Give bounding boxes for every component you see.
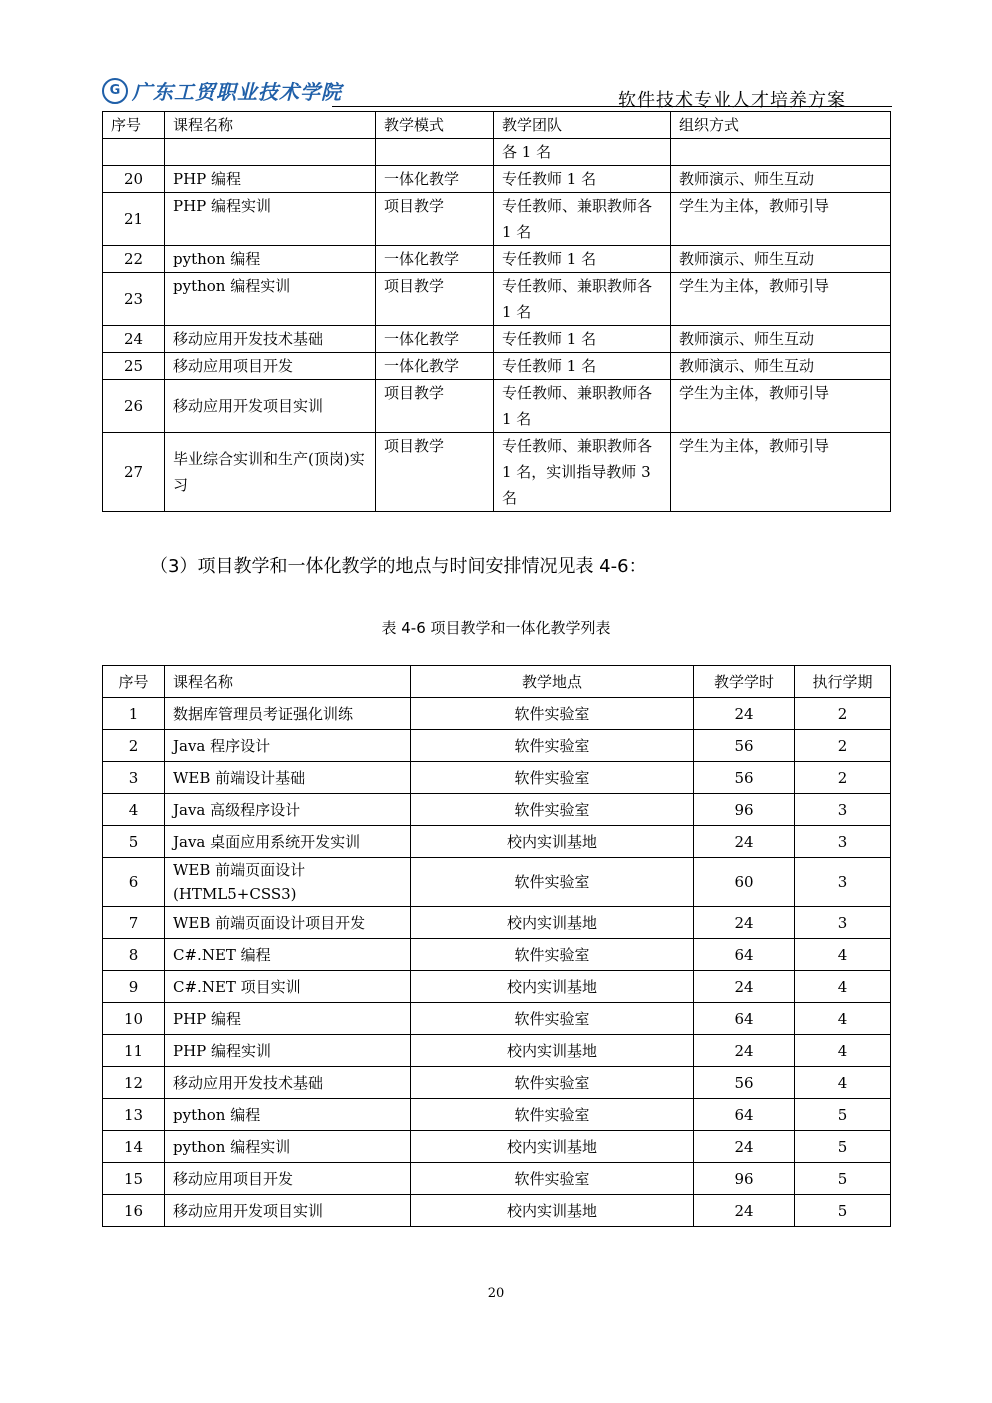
course-name: python 编程实训	[165, 273, 376, 326]
course-name: WEB 前端页面设计项目开发	[165, 907, 411, 939]
table-row	[103, 858, 891, 907]
table-row	[103, 380, 891, 433]
header-cell: 组织方式	[671, 112, 891, 139]
row-number: 11	[103, 1035, 165, 1067]
row-number: 26	[103, 380, 165, 433]
term: 4	[795, 939, 891, 971]
teaching-hours: 64	[694, 1099, 795, 1131]
course-name: Java 程序设计	[165, 730, 411, 762]
page-header	[102, 74, 892, 112]
teaching-location: 软件实验室	[411, 794, 694, 826]
course-name: Java 桌面应用系统开发实训	[165, 826, 411, 858]
row-number: 27	[103, 433, 165, 512]
header-cell: 教学学时	[694, 666, 795, 698]
term: 4	[795, 1067, 891, 1099]
table-header-row	[103, 112, 891, 139]
header-cell: 教学地点	[411, 666, 694, 698]
teaching-team: 专任教师、兼职教师各 1 名	[494, 193, 671, 246]
teaching-hours: 60	[694, 858, 795, 907]
table-row	[103, 246, 891, 273]
row-number: 4	[103, 794, 165, 826]
course-name: WEB 前端页面设计 (HTML5+CSS3)	[165, 858, 411, 907]
table-row	[103, 273, 891, 326]
document-title: 软件技术专业人才培养方案	[618, 90, 846, 111]
teaching-mode: 项目教学	[376, 193, 494, 246]
table-row	[103, 762, 891, 794]
teaching-location-table	[102, 665, 891, 1227]
teaching-team: 各 1 名	[494, 139, 671, 166]
table-row	[103, 971, 891, 1003]
course-name: 毕业综合实训和生产(顶岗)实习	[165, 433, 376, 512]
teaching-hours: 64	[694, 939, 795, 971]
teaching-location: 校内实训基地	[411, 1131, 694, 1163]
organization	[671, 139, 891, 166]
table-row	[103, 1035, 891, 1067]
term: 4	[795, 1003, 891, 1035]
course-name: PHP 编程实训	[165, 1035, 411, 1067]
row-number: 13	[103, 1099, 165, 1131]
teaching-location: 软件实验室	[411, 858, 694, 907]
header-cell: 教学模式	[376, 112, 494, 139]
course-name: python 编程	[165, 1099, 411, 1131]
course-name: python 编程	[165, 246, 376, 273]
header-cell: 执行学期	[795, 666, 891, 698]
table-row	[103, 353, 891, 380]
body-paragraph: （3）项目教学和一体化教学的地点与时间安排情况见表 4-6：	[150, 556, 647, 577]
organization: 学生为主体，教师引导	[671, 273, 891, 326]
college-emblem-icon: G	[102, 78, 128, 104]
teaching-mode	[376, 139, 494, 166]
header-cell: 序号	[103, 666, 165, 698]
teaching-location: 校内实训基地	[411, 826, 694, 858]
row-number: 24	[103, 326, 165, 353]
course-name: 移动应用开发技术基础	[165, 326, 376, 353]
teaching-mode: 项目教学	[376, 273, 494, 326]
row-number: 3	[103, 762, 165, 794]
teaching-hours: 96	[694, 794, 795, 826]
teaching-team: 专任教师、兼职教师各 1 名	[494, 273, 671, 326]
course-name: 移动应用项目开发	[165, 353, 376, 380]
college-logo	[102, 76, 342, 105]
organization: 学生为主体，教师引导	[671, 380, 891, 433]
course-name: 移动应用开发技术基础	[165, 1067, 411, 1099]
teaching-team: 专任教师、兼职教师各 1 名，实训指导教师 3 名	[494, 433, 671, 512]
table-row	[103, 166, 891, 193]
organization: 教师演示、师生互动	[671, 353, 891, 380]
header-cell: 教学团队	[494, 112, 671, 139]
row-number: 12	[103, 1067, 165, 1099]
teaching-location: 校内实训基地	[411, 907, 694, 939]
course-name: PHP 编程实训	[165, 193, 376, 246]
teaching-location: 软件实验室	[411, 1163, 694, 1195]
table-row	[103, 1163, 891, 1195]
row-number	[103, 139, 165, 166]
course-name: WEB 前端设计基础	[165, 762, 411, 794]
term: 3	[795, 858, 891, 907]
teaching-team: 专任教师 1 名	[494, 326, 671, 353]
row-number: 14	[103, 1131, 165, 1163]
teaching-location: 校内实训基地	[411, 1035, 694, 1067]
course-name: Java 高级程序设计	[165, 794, 411, 826]
term: 3	[795, 794, 891, 826]
table-row	[103, 698, 891, 730]
row-number: 23	[103, 273, 165, 326]
teaching-hours: 24	[694, 1131, 795, 1163]
row-number: 22	[103, 246, 165, 273]
row-number: 9	[103, 971, 165, 1003]
table-row	[103, 1003, 891, 1035]
header-cell: 课程名称	[165, 666, 411, 698]
table-row	[103, 907, 891, 939]
teaching-team: 专任教师 1 名	[494, 353, 671, 380]
row-number: 20	[103, 166, 165, 193]
table-header-row	[103, 666, 891, 698]
table-row	[103, 730, 891, 762]
organization: 教师演示、师生互动	[671, 246, 891, 273]
teaching-hours: 56	[694, 730, 795, 762]
term: 4	[795, 1035, 891, 1067]
teaching-team: 专任教师、兼职教师各 1 名	[494, 380, 671, 433]
teaching-team: 专任教师 1 名	[494, 246, 671, 273]
course-name: python 编程实训	[165, 1131, 411, 1163]
term: 5	[795, 1099, 891, 1131]
table-row	[103, 794, 891, 826]
term: 4	[795, 971, 891, 1003]
course-name: C#.NET 项目实训	[165, 971, 411, 1003]
teaching-location: 软件实验室	[411, 762, 694, 794]
term: 5	[795, 1163, 891, 1195]
row-number: 1	[103, 698, 165, 730]
term: 3	[795, 907, 891, 939]
teaching-location: 软件实验室	[411, 939, 694, 971]
table-row	[103, 1131, 891, 1163]
course-name: 移动应用项目开发	[165, 1163, 411, 1195]
row-number: 6	[103, 858, 165, 907]
table-row	[103, 433, 891, 512]
term: 2	[795, 730, 891, 762]
organization: 教师演示、师生互动	[671, 166, 891, 193]
header-cell: 课程名称	[165, 112, 376, 139]
row-number: 5	[103, 826, 165, 858]
row-number: 7	[103, 907, 165, 939]
row-number: 16	[103, 1195, 165, 1227]
college-name: 广东工贸职业技术学院	[132, 80, 342, 104]
term: 2	[795, 698, 891, 730]
table-row	[103, 326, 891, 353]
teaching-location: 校内实训基地	[411, 1195, 694, 1227]
header-rule	[332, 106, 892, 107]
teaching-location: 软件实验室	[411, 730, 694, 762]
page-number: 20	[487, 1286, 505, 1301]
teaching-hours: 24	[694, 971, 795, 1003]
row-number: 8	[103, 939, 165, 971]
teaching-location: 软件实验室	[411, 698, 694, 730]
row-number: 10	[103, 1003, 165, 1035]
table-row	[103, 939, 891, 971]
teaching-location: 软件实验室	[411, 1003, 694, 1035]
teaching-location: 软件实验室	[411, 1067, 694, 1099]
table-row	[103, 1099, 891, 1131]
table-row	[103, 139, 891, 166]
organization: 学生为主体，教师引导	[671, 433, 891, 512]
teaching-hours: 24	[694, 907, 795, 939]
organization: 教师演示、师生互动	[671, 326, 891, 353]
term: 5	[795, 1131, 891, 1163]
row-number: 21	[103, 193, 165, 246]
course-name	[165, 139, 376, 166]
teaching-team: 专任教师 1 名	[494, 166, 671, 193]
table-row	[103, 826, 891, 858]
teaching-mode: 一体化教学	[376, 353, 494, 380]
teaching-mode: 一体化教学	[376, 326, 494, 353]
course-team-table	[102, 111, 891, 512]
teaching-mode: 一体化教学	[376, 166, 494, 193]
teaching-hours: 24	[694, 1195, 795, 1227]
teaching-hours: 56	[694, 762, 795, 794]
teaching-hours: 24	[694, 698, 795, 730]
header-cell: 序号	[103, 112, 165, 139]
teaching-mode: 项目教学	[376, 380, 494, 433]
teaching-location: 软件实验室	[411, 1099, 694, 1131]
teaching-hours: 56	[694, 1067, 795, 1099]
organization: 学生为主体，教师引导	[671, 193, 891, 246]
course-name: PHP 编程	[165, 1003, 411, 1035]
table-row	[103, 1067, 891, 1099]
row-number: 2	[103, 730, 165, 762]
table-row	[103, 193, 891, 246]
teaching-hours: 24	[694, 826, 795, 858]
teaching-hours: 96	[694, 1163, 795, 1195]
course-name: C#.NET 编程	[165, 939, 411, 971]
row-number: 25	[103, 353, 165, 380]
course-name: 移动应用开发项目实训	[165, 1195, 411, 1227]
teaching-mode: 项目教学	[376, 433, 494, 512]
teaching-mode: 一体化教学	[376, 246, 494, 273]
term: 2	[795, 762, 891, 794]
teaching-location: 校内实训基地	[411, 971, 694, 1003]
course-name: 数据库管理员考证强化训练	[165, 698, 411, 730]
term: 5	[795, 1195, 891, 1227]
term: 3	[795, 826, 891, 858]
teaching-hours: 24	[694, 1035, 795, 1067]
table-caption: 表 4-6 项目教学和一体化教学列表	[381, 619, 611, 637]
course-name: PHP 编程	[165, 166, 376, 193]
teaching-hours: 64	[694, 1003, 795, 1035]
row-number: 15	[103, 1163, 165, 1195]
course-name: 移动应用开发项目实训	[165, 380, 376, 433]
table-row	[103, 1195, 891, 1227]
